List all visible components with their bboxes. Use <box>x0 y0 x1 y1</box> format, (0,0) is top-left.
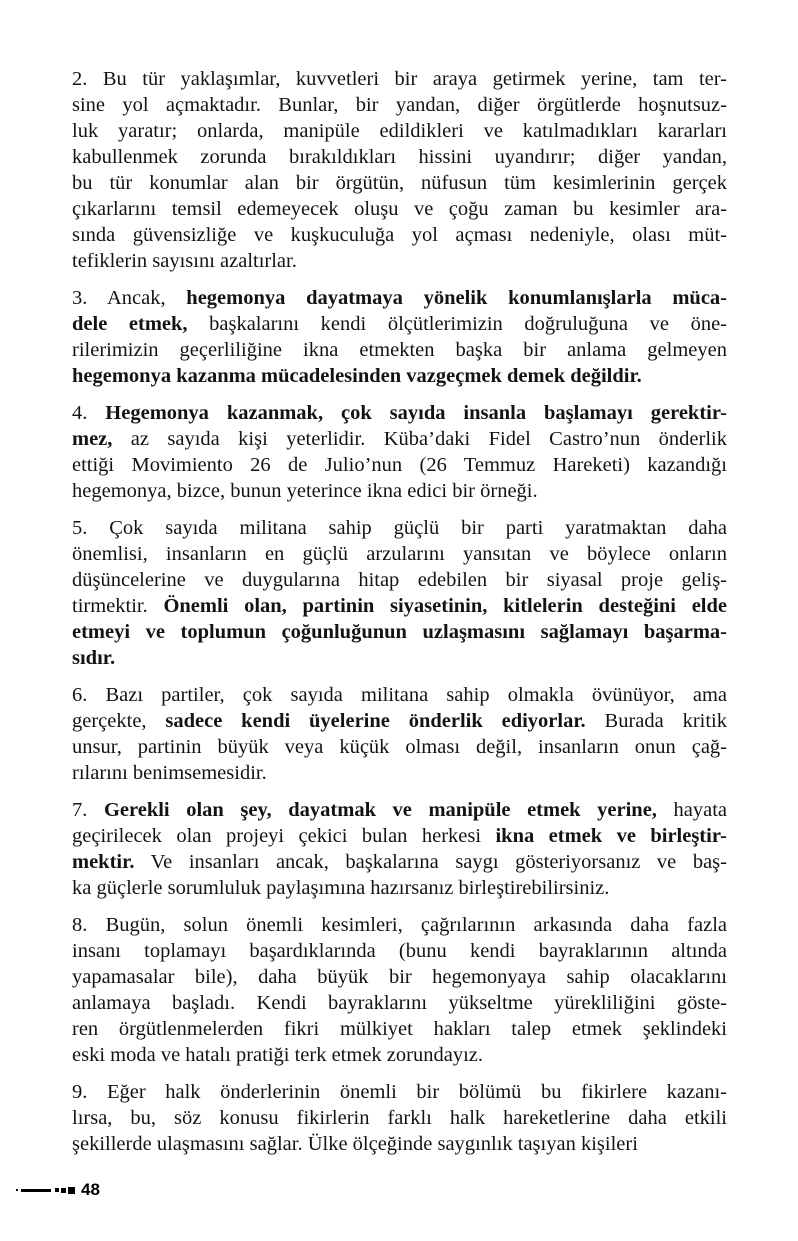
text-line: mektir. Ve insanları ancak, başkalarına saygı gösteriyorsanız ve baş- <box>72 851 727 873</box>
text-line: düşüncelerine ve duygularına hitap edebilen bir siyasal proje geliş- <box>72 569 727 591</box>
text-line: luk yaratır; onlarda, manipüle edildikleri ve katılmadıkları kararları <box>72 120 727 142</box>
text-line: ettiği Movimiento 26 de Julio’nun (26 Temmuz Hareketi) kazandığı <box>72 454 727 476</box>
text-line: 2. Bu tür yaklaşımlar, kuvvetleri bir araya getirmek yerine, tam ter- <box>72 68 727 90</box>
text-line: 8. Bugün, solun önemli kesimleri, çağrılarının arkasında daha fazla <box>72 914 727 936</box>
paragraph-8 <box>72 912 727 1068</box>
text-line: kabullenmek zorunda bırakıldıkları hissini uyandırır; diğer yandan, <box>72 146 727 168</box>
text-line: etmeyi ve toplumun çoğunluğunun uzlaşmasını sağlamayı başarma- <box>72 621 727 643</box>
text-line: ren örgütlenmelerden fikri mülkiyet hakları talep etmek şeklindeki <box>72 1018 727 1040</box>
text-line: 9. Eğer halk önderlerinin önemli bir bölümü bu fikirlere kazanı- <box>72 1081 727 1103</box>
text-line: tirmektir. Önemli olan, partinin siyasetinin, kitlelerin desteğini elde <box>72 595 728 617</box>
page-footer <box>16 1181 100 1199</box>
text-line: insanı toplamayı başardıklarında (bunu kendi bayraklarının altında <box>72 940 727 962</box>
text-line: yapamasalar bile), daha büyük bir hegemonyaya sahip olacaklarını <box>72 966 727 988</box>
paragraph-4 <box>72 400 727 504</box>
text-line: dele etmek, başkalarını kendi ölçütlerimizin doğruluğuna ve öne- <box>72 313 728 335</box>
page-number: 48 <box>81 1180 100 1199</box>
paragraph-2 <box>72 66 727 274</box>
text-line: ka güçlerle sorumluluk paylaşımına hazırsanız birleştirebilirsiniz. <box>72 877 610 899</box>
text-line: 7. Gerekli olan şey, dayatmak ve manipüle etmek yerine, hayata <box>72 799 727 821</box>
text-line: eski moda ve hatalı pratiği terk etmek zorundayız. <box>72 1044 483 1066</box>
paragraph-9 <box>72 1079 727 1157</box>
text-line: önemlisi, insanların en güçlü arzularını yansıtan ve böylece onların <box>72 543 727 565</box>
text-line: tefiklerin sayısını azaltırlar. <box>72 250 297 272</box>
text-line: mez, az sayıda kişi yeterlidir. Küba’daki Fidel Castro’nun önderlik <box>72 428 727 450</box>
footer-square-medium <box>61 1188 66 1193</box>
text-line: lırsa, bu, söz konusu fikirlerin farklı halk hareketlerine daha etkili <box>72 1107 727 1129</box>
text-line: şekillerde ulaşmasını sağlar. Ülke ölçeğinde saygınlık taşıyan kişileri <box>72 1133 638 1155</box>
text-line: anlamaya başladı. Kendi bayraklarını yükseltme yürekliliğini göste- <box>72 992 727 1014</box>
text-line: 4. Hegemonya kazanmak, çok sayıda insanla başlamayı gerektir- <box>72 402 728 424</box>
paragraph-6 <box>72 682 727 786</box>
text-line: hegemonya, bizce, bunun yeterince ikna edici bir örneği. <box>72 480 538 502</box>
text-line: rılarını benimsemesidir. <box>72 762 267 784</box>
body-text <box>72 66 727 1157</box>
text-line: bu tür konumlar alan bir örgütün, nüfusun tüm kesimlerinin gerçek <box>72 172 727 194</box>
text-line: hegemonya kazanma mücadelesinden vazgeçmek demek değildir. <box>72 365 642 387</box>
paragraph-7 <box>72 797 727 901</box>
text-line: gerçekte, sadece kendi üyelerine önderlik ediyorlar. Burada kritik <box>72 710 727 732</box>
text-line: sında güvensizliğe ve kuşkuculuğa yol açması nedeniyle, olası müt- <box>72 224 727 246</box>
footer-rule-decoration <box>21 1189 51 1192</box>
text-line: sine yol açmaktadır. Bunlar, bir yandan, diğer örgütlerde hoşnutsuz- <box>72 94 727 116</box>
paragraph-3 <box>72 285 727 389</box>
footer-dot-decoration <box>16 1189 18 1191</box>
text-line: unsur, partinin büyük veya küçük olması değil, insanların onun çağ- <box>72 736 727 758</box>
text-line: 5. Çok sayıda militana sahip güçlü bir parti yaratmaktan daha <box>72 517 727 539</box>
footer-square-small <box>55 1188 59 1192</box>
text-line: rilerimizin geçerliliğine ikna etmekten başka bir anlama gelmeyen <box>72 339 727 361</box>
text-line: 6. Bazı partiler, çok sayıda militana sahip olmakla övünüyor, ama <box>72 684 727 706</box>
text-line: çıkarlarını temsil edemeyecek oluşu ve çoğu zaman bu kesimler ara- <box>72 198 727 220</box>
paragraph-5 <box>72 515 727 671</box>
text-line: geçirilecek olan projeyi çekici bulan herkesi ikna etmek ve birleştir- <box>72 825 727 847</box>
text-line: 3. Ancak, hegemonya dayatmaya yönelik konumlanışlarla müca- <box>72 287 727 309</box>
text-line: sıdır. <box>72 647 116 669</box>
footer-square-large <box>68 1187 75 1194</box>
